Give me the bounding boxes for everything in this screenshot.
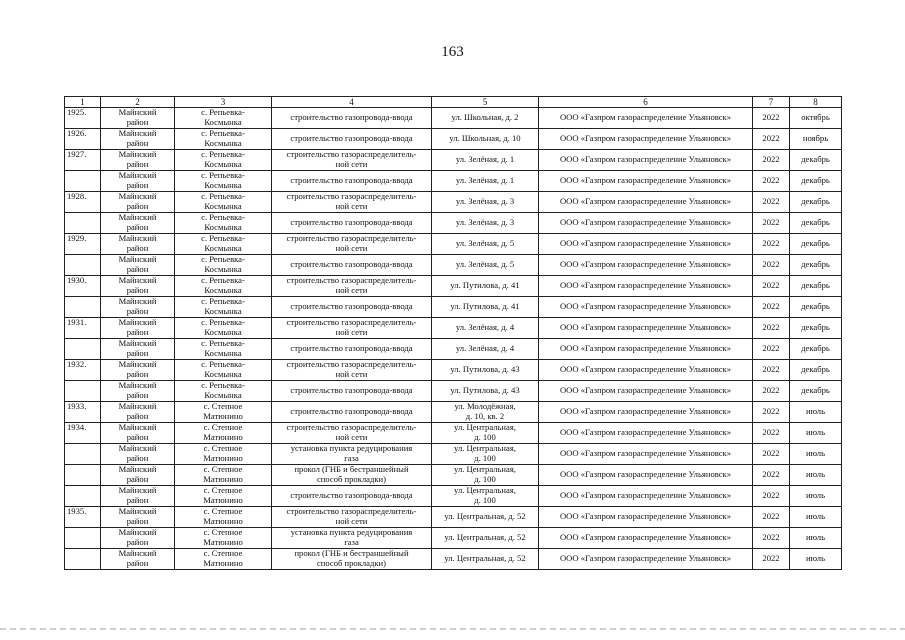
year-cell: 2022	[753, 297, 790, 318]
settlement-cell: с. Репьевка- Космынка	[175, 234, 272, 255]
month-cell: декабрь	[790, 276, 842, 297]
settlement-cell: с. Репьевка- Космынка	[175, 150, 272, 171]
settlement-cell: с. Степное Матюнино	[175, 507, 272, 528]
table-row	[65, 234, 842, 255]
address-cell: ул. Путилова, д. 41	[432, 276, 539, 297]
district-cell: Майнский район	[101, 255, 175, 276]
work-type-cell: прокол (ГНБ и бестраншейный способ прокладки)	[272, 549, 432, 570]
organization-cell: ООО «Газпром газораспределение Ульяновск»	[539, 234, 753, 255]
settlement-cell: с. Репьевка- Космынка	[175, 276, 272, 297]
organization-cell: ООО «Газпром газораспределение Ульяновск»	[539, 444, 753, 465]
year-cell: 2022	[753, 129, 790, 150]
page-number: 163	[441, 44, 464, 60]
column-header: 4	[272, 97, 432, 108]
table-row	[65, 465, 842, 486]
work-type-cell: строительство газопровода-ввода	[272, 381, 432, 402]
row-number-cell: 1929.	[65, 234, 101, 255]
table-row	[65, 381, 842, 402]
table-row	[65, 444, 842, 465]
address-cell: ул. Центральная, д. 100	[432, 465, 539, 486]
settlement-cell: с. Репьевка- Космынка	[175, 255, 272, 276]
district-cell: Майнский район	[101, 276, 175, 297]
table-row	[65, 129, 842, 150]
year-cell: 2022	[753, 339, 790, 360]
row-number-cell: 1931.	[65, 318, 101, 339]
table-row	[65, 192, 842, 213]
month-cell: ноябрь	[790, 129, 842, 150]
registry-table	[64, 96, 842, 570]
settlement-cell: с. Степное Матюнино	[175, 486, 272, 507]
district-cell: Майнский район	[101, 528, 175, 549]
settlement-cell: с. Репьевка- Космынка	[175, 171, 272, 192]
district-cell: Майнский район	[101, 129, 175, 150]
year-cell: 2022	[753, 360, 790, 381]
row-number-cell: 1934.	[65, 423, 101, 444]
district-cell: Майнский район	[101, 297, 175, 318]
month-cell: октябрь	[790, 108, 842, 129]
address-cell: ул. Зелёная, д. 3	[432, 213, 539, 234]
row-number-cell	[65, 444, 101, 465]
settlement-cell: с. Степное Матюнино	[175, 549, 272, 570]
work-type-cell: строительство газопровода-ввода	[272, 297, 432, 318]
work-type-cell: строительство газораспределитель- ной сети	[272, 276, 432, 297]
address-cell: ул. Путилова, д. 43	[432, 360, 539, 381]
table-row	[65, 339, 842, 360]
work-type-cell: строительство газопровода-ввода	[272, 255, 432, 276]
district-cell: Майнский район	[101, 360, 175, 381]
year-cell: 2022	[753, 192, 790, 213]
row-number-cell: 1927.	[65, 150, 101, 171]
row-number-cell	[65, 255, 101, 276]
organization-cell: ООО «Газпром газораспределение Ульяновск»	[539, 108, 753, 129]
table-row	[65, 549, 842, 570]
year-cell: 2022	[753, 402, 790, 423]
organization-cell: ООО «Газпром газораспределение Ульяновск»	[539, 213, 753, 234]
organization-cell: ООО «Газпром газораспределение Ульяновск»	[539, 423, 753, 444]
row-number-cell	[65, 171, 101, 192]
district-cell: Майнский район	[101, 402, 175, 423]
district-cell: Майнский район	[101, 549, 175, 570]
settlement-cell: с. Репьевка- Космынка	[175, 213, 272, 234]
organization-cell: ООО «Газпром газораспределение Ульяновск»	[539, 255, 753, 276]
table-row	[65, 402, 842, 423]
work-type-cell: строительство газопровода-ввода	[272, 339, 432, 360]
settlement-cell: с. Репьевка- Космынка	[175, 192, 272, 213]
row-number-cell	[65, 486, 101, 507]
row-number-cell: 1932.	[65, 360, 101, 381]
district-cell: Майнский район	[101, 381, 175, 402]
month-cell: июль	[790, 465, 842, 486]
month-cell: июль	[790, 402, 842, 423]
month-cell: июль	[790, 528, 842, 549]
year-cell: 2022	[753, 213, 790, 234]
table-row	[65, 486, 842, 507]
district-cell: Майнский район	[101, 339, 175, 360]
work-type-cell: строительство газораспределитель- ной сети	[272, 507, 432, 528]
settlement-cell: с. Степное Матюнино	[175, 465, 272, 486]
row-number-cell	[65, 381, 101, 402]
year-cell: 2022	[753, 528, 790, 549]
year-cell: 2022	[753, 381, 790, 402]
district-cell: Майнский район	[101, 465, 175, 486]
year-cell: 2022	[753, 171, 790, 192]
organization-cell: ООО «Газпром газораспределение Ульяновск»	[539, 297, 753, 318]
month-cell: декабрь	[790, 234, 842, 255]
scan-edge-decoration	[0, 628, 905, 630]
column-header: 5	[432, 97, 539, 108]
table-row	[65, 318, 842, 339]
table-row	[65, 360, 842, 381]
district-cell: Майнский район	[101, 486, 175, 507]
row-number-cell: 1926.	[65, 129, 101, 150]
organization-cell: ООО «Газпром газораспределение Ульяновск»	[539, 150, 753, 171]
address-cell: ул. Зелёная, д. 1	[432, 171, 539, 192]
column-header-row	[65, 97, 842, 108]
settlement-cell: с. Репьевка- Космынка	[175, 339, 272, 360]
month-cell: декабрь	[790, 381, 842, 402]
organization-cell: ООО «Газпром газораспределение Ульяновск»	[539, 507, 753, 528]
organization-cell: ООО «Газпром газораспределение Ульяновск»	[539, 339, 753, 360]
row-number-cell: 1935.	[65, 507, 101, 528]
month-cell: декабрь	[790, 318, 842, 339]
settlement-cell: с. Репьевка- Космынка	[175, 297, 272, 318]
organization-cell: ООО «Газпром газораспределение Ульяновск»	[539, 402, 753, 423]
row-number-cell: 1928.	[65, 192, 101, 213]
month-cell: июль	[790, 549, 842, 570]
settlement-cell: с. Репьевка- Космынка	[175, 108, 272, 129]
year-cell: 2022	[753, 108, 790, 129]
month-cell: июль	[790, 507, 842, 528]
district-cell: Майнский район	[101, 192, 175, 213]
district-cell: Майнский район	[101, 234, 175, 255]
row-number-cell	[65, 528, 101, 549]
settlement-cell: с. Степное Матюнино	[175, 423, 272, 444]
organization-cell: ООО «Газпром газораспределение Ульяновск»	[539, 381, 753, 402]
table-row	[65, 255, 842, 276]
year-cell: 2022	[753, 507, 790, 528]
address-cell: ул. Зелёная, д. 3	[432, 192, 539, 213]
organization-cell: ООО «Газпром газораспределение Ульяновск»	[539, 549, 753, 570]
address-cell: ул. Молодёжная, д. 10, кв. 2	[432, 402, 539, 423]
year-cell: 2022	[753, 150, 790, 171]
work-type-cell: строительство газопровода-ввода	[272, 108, 432, 129]
address-cell: ул. Зелёная, д. 4	[432, 318, 539, 339]
month-cell: декабрь	[790, 171, 842, 192]
organization-cell: ООО «Газпром газораспределение Ульяновск»	[539, 318, 753, 339]
month-cell: июль	[790, 444, 842, 465]
settlement-cell: с. Степное Матюнино	[175, 402, 272, 423]
settlement-cell: с. Репьевка- Космынка	[175, 129, 272, 150]
district-cell: Майнский район	[101, 444, 175, 465]
month-cell: декабрь	[790, 255, 842, 276]
address-cell: ул. Центральная, д. 52	[432, 549, 539, 570]
column-header: 3	[175, 97, 272, 108]
organization-cell: ООО «Газпром газораспределение Ульяновск»	[539, 276, 753, 297]
year-cell: 2022	[753, 276, 790, 297]
address-cell: ул. Центральная, д. 100	[432, 423, 539, 444]
work-type-cell: строительство газопровода-ввода	[272, 486, 432, 507]
table-row	[65, 297, 842, 318]
work-type-cell: строительство газопровода-ввода	[272, 129, 432, 150]
month-cell: декабрь	[790, 192, 842, 213]
organization-cell: ООО «Газпром газораспределение Ульяновск»	[539, 171, 753, 192]
work-type-cell: строительство газопровода-ввода	[272, 213, 432, 234]
month-cell: декабрь	[790, 339, 842, 360]
address-cell: ул. Зелёная, д. 5	[432, 255, 539, 276]
row-number-cell	[65, 339, 101, 360]
row-number-cell	[65, 297, 101, 318]
column-header: 6	[539, 97, 753, 108]
district-cell: Майнский район	[101, 213, 175, 234]
month-cell: июль	[790, 423, 842, 444]
year-cell: 2022	[753, 486, 790, 507]
table-body	[65, 97, 842, 570]
work-type-cell: строительство газораспределитель- ной сети	[272, 192, 432, 213]
settlement-cell: с. Репьевка- Космынка	[175, 318, 272, 339]
district-cell: Майнский район	[101, 108, 175, 129]
table-row	[65, 108, 842, 129]
year-cell: 2022	[753, 423, 790, 444]
organization-cell: ООО «Газпром газораспределение Ульяновск»	[539, 129, 753, 150]
year-cell: 2022	[753, 444, 790, 465]
organization-cell: ООО «Газпром газораспределение Ульяновск»	[539, 192, 753, 213]
settlement-cell: с. Степное Матюнино	[175, 528, 272, 549]
district-cell: Майнский район	[101, 318, 175, 339]
address-cell: ул. Центральная, д. 100	[432, 486, 539, 507]
column-header: 1	[65, 97, 101, 108]
table-row	[65, 528, 842, 549]
month-cell: декабрь	[790, 150, 842, 171]
address-cell: ул. Школьная, д. 10	[432, 129, 539, 150]
work-type-cell: установка пункта редуцирования газа	[272, 528, 432, 549]
work-type-cell: строительство газопровода-ввода	[272, 402, 432, 423]
work-type-cell: строительство газораспределитель- ной сети	[272, 150, 432, 171]
work-type-cell: установка пункта редуцирования газа	[272, 444, 432, 465]
month-cell: декабрь	[790, 297, 842, 318]
district-cell: Майнский район	[101, 507, 175, 528]
district-cell: Майнский район	[101, 423, 175, 444]
address-cell: ул. Школьная, д. 2	[432, 108, 539, 129]
month-cell: июль	[790, 486, 842, 507]
row-number-cell	[65, 465, 101, 486]
address-cell: ул. Зелёная, д. 1	[432, 150, 539, 171]
table-row	[65, 171, 842, 192]
address-cell: ул. Центральная, д. 52	[432, 528, 539, 549]
organization-cell: ООО «Газпром газораспределение Ульяновск»	[539, 486, 753, 507]
table-row	[65, 213, 842, 234]
table-row	[65, 423, 842, 444]
address-cell: ул. Путилова, д. 41	[432, 297, 539, 318]
settlement-cell: с. Репьевка- Космынка	[175, 381, 272, 402]
row-number-cell	[65, 549, 101, 570]
year-cell: 2022	[753, 318, 790, 339]
work-type-cell: прокол (ГНБ и бестраншейный способ прокладки)	[272, 465, 432, 486]
row-number-cell	[65, 213, 101, 234]
year-cell: 2022	[753, 255, 790, 276]
work-type-cell: строительство газораспределитель- ной сети	[272, 360, 432, 381]
table-row	[65, 150, 842, 171]
column-header: 2	[101, 97, 175, 108]
address-cell: ул. Зелёная, д. 4	[432, 339, 539, 360]
work-type-cell: строительство газораспределитель- ной сети	[272, 423, 432, 444]
district-cell: Майнский район	[101, 171, 175, 192]
work-type-cell: строительство газораспределитель- ной сети	[272, 318, 432, 339]
address-cell: ул. Центральная, д. 100	[432, 444, 539, 465]
column-header: 8	[790, 97, 842, 108]
address-cell: ул. Путилова, д. 43	[432, 381, 539, 402]
district-cell: Майнский район	[101, 150, 175, 171]
address-cell: ул. Зелёная, д. 5	[432, 234, 539, 255]
month-cell: декабрь	[790, 360, 842, 381]
row-number-cell: 1930.	[65, 276, 101, 297]
column-header: 7	[753, 97, 790, 108]
row-number-cell: 1933.	[65, 402, 101, 423]
year-cell: 2022	[753, 234, 790, 255]
settlement-cell: с. Репьевка- Космынка	[175, 360, 272, 381]
row-number-cell: 1925.	[65, 108, 101, 129]
settlement-cell: с. Степное Матюнино	[175, 444, 272, 465]
address-cell: ул. Центральная, д. 52	[432, 507, 539, 528]
table-row	[65, 507, 842, 528]
organization-cell: ООО «Газпром газораспределение Ульяновск»	[539, 465, 753, 486]
organization-cell: ООО «Газпром газораспределение Ульяновск»	[539, 360, 753, 381]
year-cell: 2022	[753, 549, 790, 570]
work-type-cell: строительство газораспределитель- ной сети	[272, 234, 432, 255]
month-cell: декабрь	[790, 213, 842, 234]
table-row	[65, 276, 842, 297]
year-cell: 2022	[753, 465, 790, 486]
organization-cell: ООО «Газпром газораспределение Ульяновск»	[539, 528, 753, 549]
work-type-cell: строительство газопровода-ввода	[272, 171, 432, 192]
